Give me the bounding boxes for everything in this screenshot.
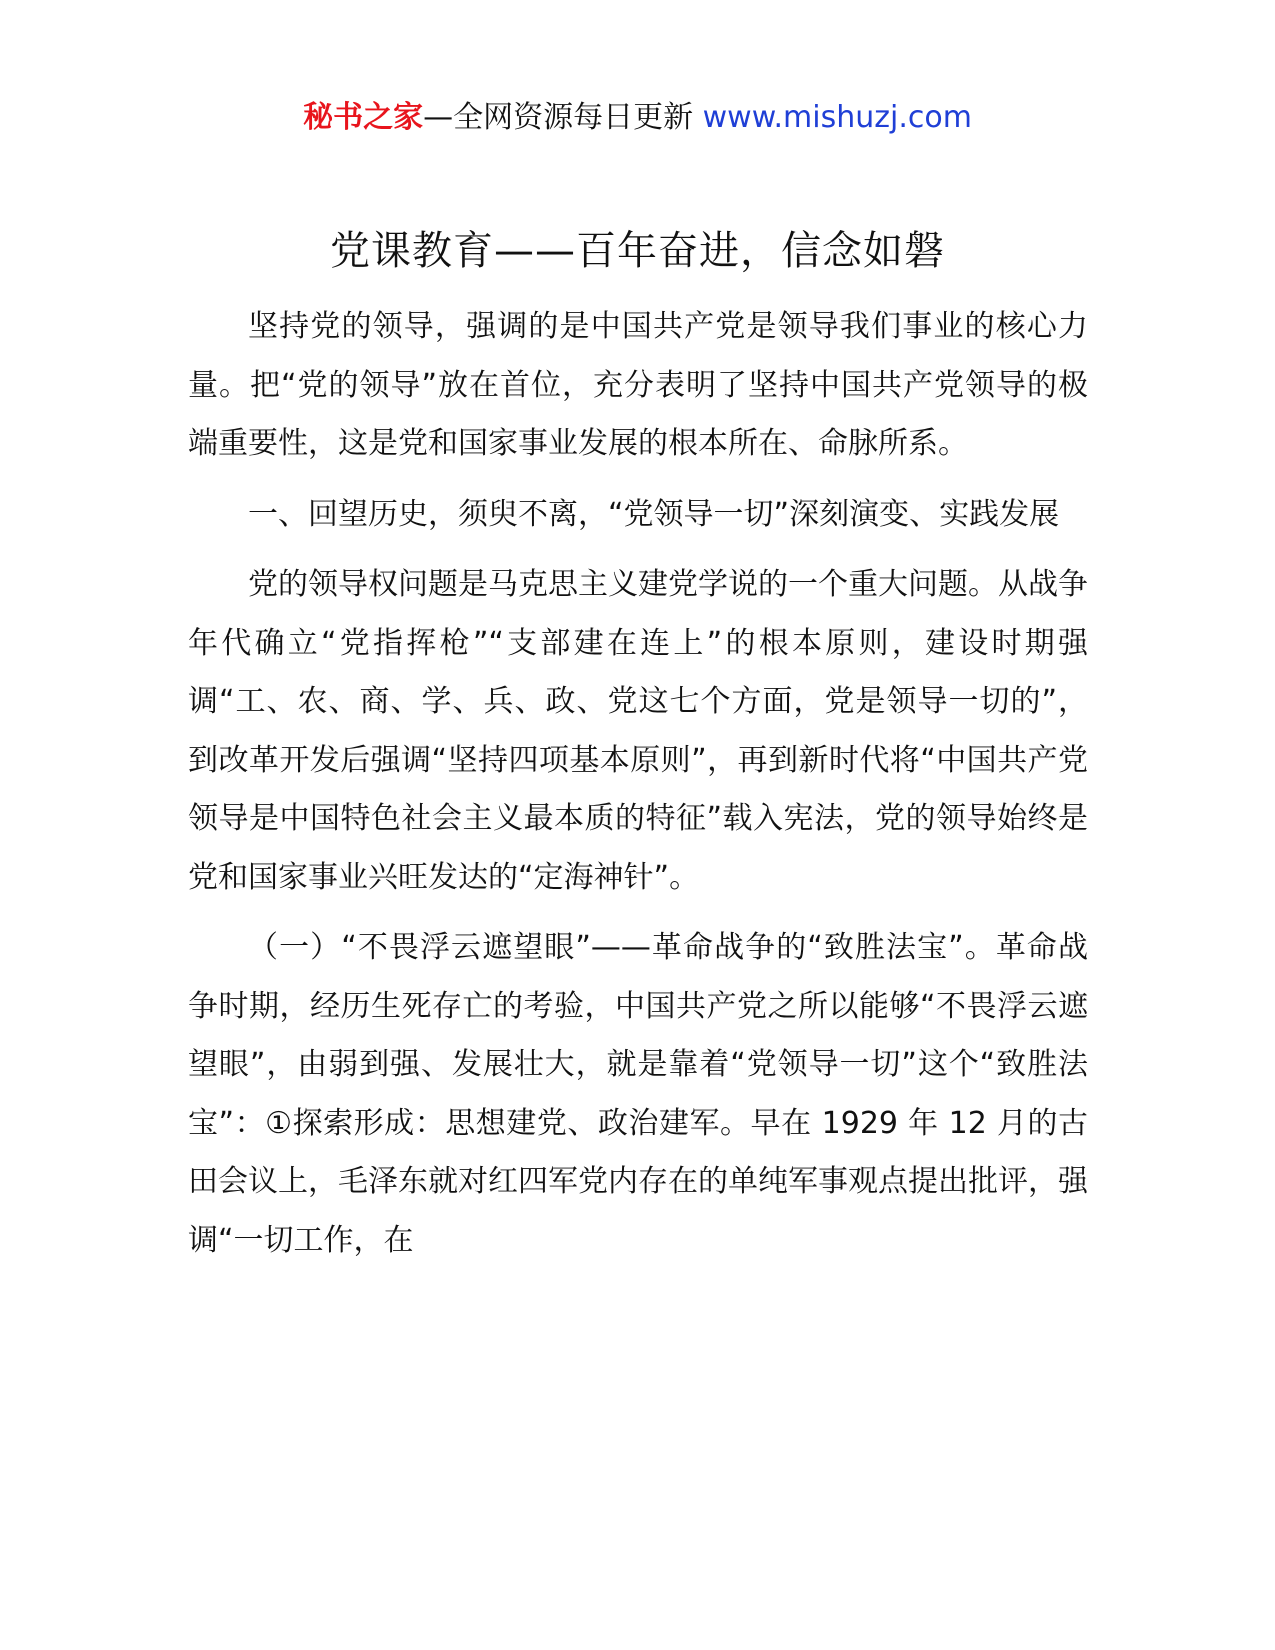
document-title: 党课教育——百年奋进，信念如磐 (330, 228, 945, 274)
site-brand: 秘书之家 (303, 100, 424, 135)
document-body (188, 298, 1088, 1282)
paragraph-subsection-1: （一）“不畏浮云遮望眼”——革命战争的“致胜法宝”。革命战争时期，经历生死存亡的考验，中国共产党之所以能够“不畏浮云遮望眼”，由弱到强、发展壮大，就是靠着“党领导一切”这个“致胜法宝”：①探索形成：思想建党、政治建军。早在 1929 年 12 月的古田会议上，毛泽东就对红四军党内存在的单纯军事观点提出批评，强调“一切工作，在 (188, 930, 1088, 1258)
site-header (0, 98, 1275, 138)
paragraph-intro: 坚持党的领导，强调的是中国共产党是领导我们事业的核心力量。把“党的领导”放在首位，充分表明了坚持中国共产党领导的极端重要性，这是党和国家事业发展的根本所在、命脉所系。 (188, 309, 1088, 461)
site-url-link[interactable]: www.mishuzj.com (702, 100, 972, 135)
section-heading-1: 一、回望历史，须臾不离，“党领导一切”深刻演变、实践发展 (248, 496, 1060, 532)
paragraph-leadership-history: 党的领导权问题是马克思主义建党学说的一个重大问题。从战争年代确立“党指挥枪”“支部建在连上”的根本原则，建设时期强调“工、农、商、学、兵、政、党这七个方面，党是领导一切的”，到改革开发后强调“坚持四项基本原则”，再到新时代将“中国共产党领导是中国特色社会主义最本质的特征”载入宪法，党的领导始终是党和国家事业兴旺发达的“定海神针”。 (188, 567, 1088, 895)
site-tagline: —全网资源每日更新 (423, 100, 694, 135)
